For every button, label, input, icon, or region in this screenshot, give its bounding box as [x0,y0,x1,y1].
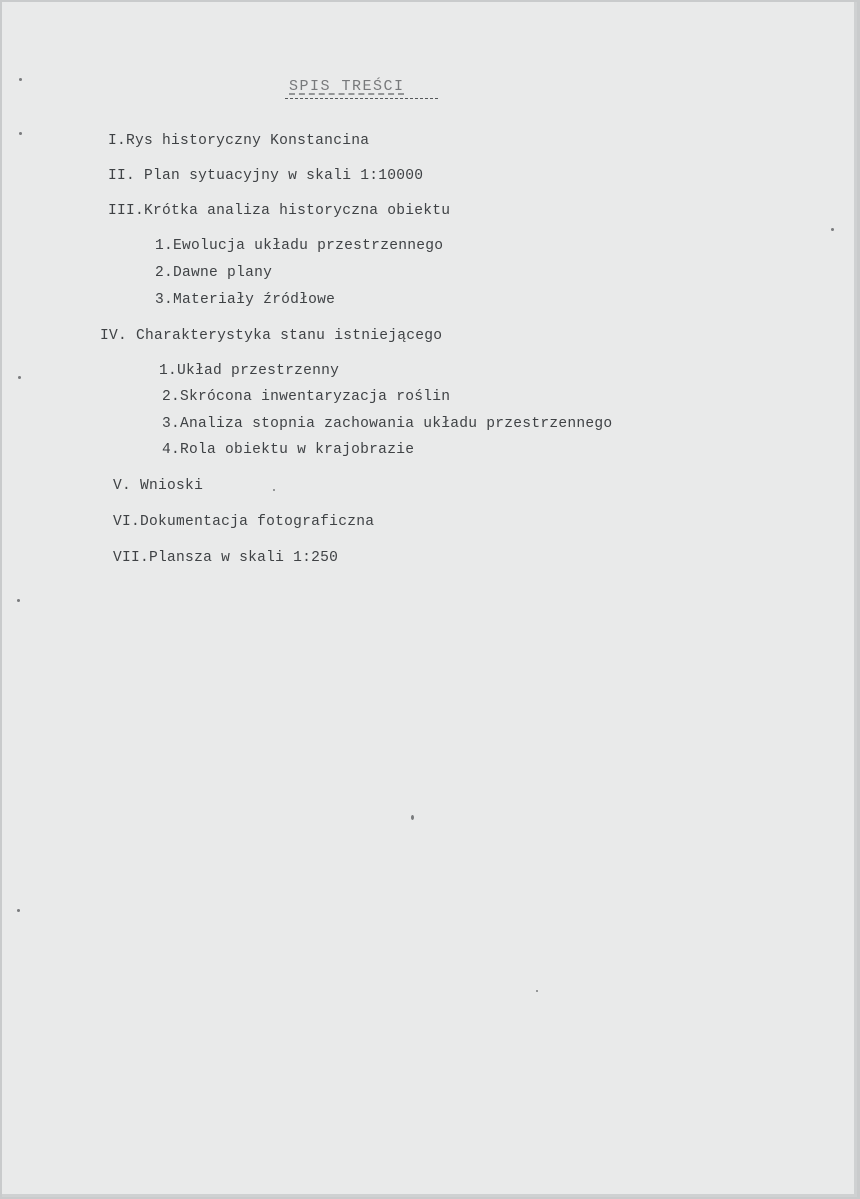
toc-entry-6: VI.Dokumentacja fotograficzna [113,514,375,530]
toc-entry-3-2: 2.Dawne plany [155,265,273,281]
document-page [2,2,857,1197]
toc-entry-4: IV. Charakterystyka stanu istniejącego [100,328,443,344]
paper-speck [536,990,538,992]
toc-entry-5: V. Wnioski [113,478,204,494]
toc-entry-7: VII.Plansza w skali 1:250 [113,550,339,566]
toc-entry-1: I.Rys historyczny Konstancina [108,133,370,149]
toc-entry-4-1: 1.Układ przestrzenny [159,363,340,379]
title-underline [285,98,438,99]
toc-entry-3-1: 1.Ewolucja układu przestrzennego [155,238,444,254]
paper-speck [17,599,20,602]
toc-entry-3: III.Krótka analiza historyczna obiektu [108,203,451,219]
toc-entry-4-2: 2.Skrócona inwentaryzacja roślin [162,389,451,405]
toc-entry-3-3: 3.Materiały źródłowe [155,292,336,308]
toc-entry-4-4: 4.Rola obiektu w krajobrazie [162,442,415,458]
document-title: SPIS TREŚCI [289,78,405,95]
paper-speck [17,909,20,912]
paper-speck [831,228,834,231]
paper-speck [411,815,414,820]
toc-entry-2: II. Plan sytuacyjny w skali 1:10000 [108,168,424,184]
paper-speck [19,78,22,81]
paper-speck [18,376,21,379]
paper-speck [273,489,275,491]
paper-speck [19,132,22,135]
toc-entry-4-3: 3.Analiza stopnia zachowania układu przestrzennego [162,416,613,432]
